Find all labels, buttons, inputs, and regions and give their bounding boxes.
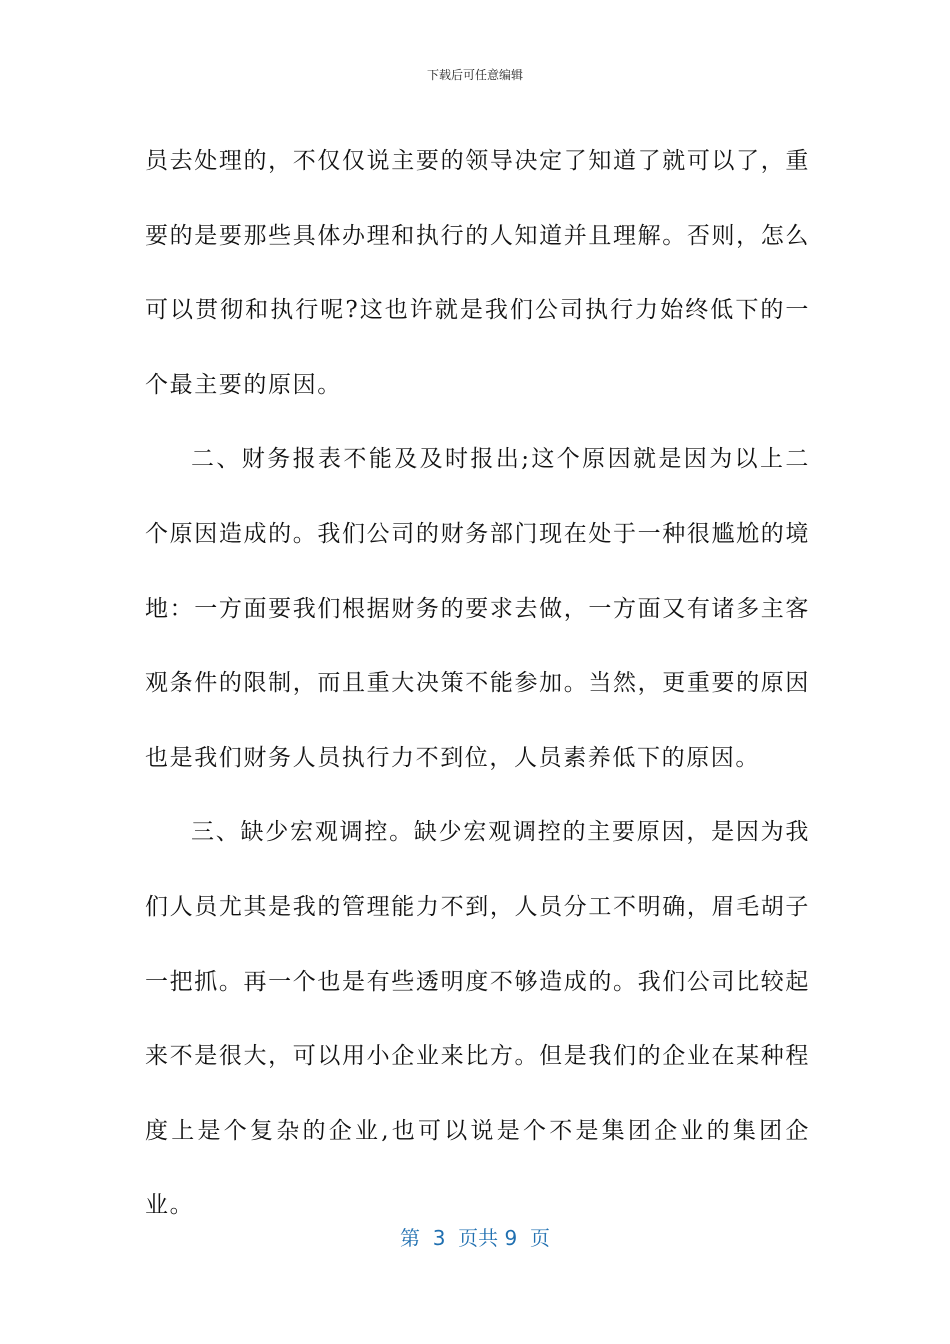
document-body bbox=[145, 124, 810, 1243]
page-number-footer: 第 3 页共 9 页 bbox=[400, 1226, 550, 1250]
paragraph-financial-reports: 二、财务报表不能及及时报出;这个原因就是因为以上二个原因造成的。我们公司的财务部门现在处于一种很尴尬的境地：一方面要我们根据财务的要求去做，一方面又有诸多主客观条件的限制，而且重大决策不能参加。当然，更重要的原因也是我们财务人员执行力不到位，人员素养低下的原因。 bbox=[145, 446, 810, 771]
paragraph-macro-control: 三、缺少宏观调控。缺少宏观调控的主要原因，是因为我们人员尤其是我的管理能力不到，人员分工不明确，眉毛胡子一把抓。再一个也是有些透明度不够造成的。我们公司比较起来不是很大，可以用小企业来比方。但是我们的企业在某种程度上是个复杂的企业,也可以说是个不是集团企业的集团企业。 bbox=[145, 819, 810, 1219]
paragraph-continued: 员去处理的，不仅仅说主要的领导决定了知道了就可以了，重要的是要那些具体办理和执行的人知道并且理解。否则，怎么可以贯彻和执行呢?这也许就是我们公司执行力始终低下的一个最主要的原因。 bbox=[145, 148, 810, 398]
page-header: 下载后可任意编辑 bbox=[426, 68, 523, 82]
